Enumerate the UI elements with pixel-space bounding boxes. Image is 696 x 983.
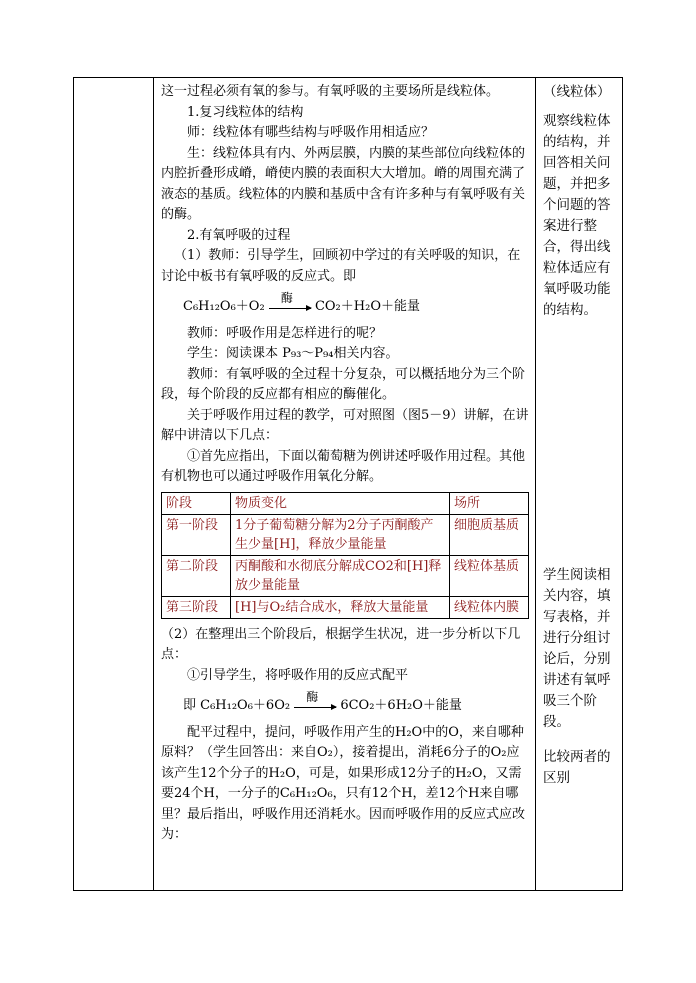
equation-2 — [183, 689, 529, 717]
student-answer-2: 学生：阅读课本 P₉₃～P₉₄相关内容。 — [187, 346, 399, 361]
right-note-1: 观察线粒体的结构，并回答相关问题，并把多个问题的答案进行整合，得出线粒体适应有氧呼吸功能的结构。 — [543, 113, 611, 318]
paragraph-5: ①首先应指出，下面以葡萄糖为例讲述呼吸作用过程。其他有机物也可以通过呼吸作用氧化分解。 — [161, 448, 526, 484]
teacher-question-2: 教师：呼吸作用是怎样进行的呢？ — [187, 325, 383, 341]
paragraph-6: （2）在整理出三个阶段后，根据学生状况，进一步分析以下几点： — [161, 626, 521, 662]
enzyme-arrow-2 — [294, 689, 336, 713]
table-header-row — [162, 492, 529, 514]
right-note-2: 学生阅读相关内容，填写表格，并进行分组讨论后，分别讲述有氧呼吸三个阶段。 — [543, 567, 611, 730]
table-header-cell: 物质变化 — [231, 492, 450, 514]
paragraph-4: 关于呼吸作用过程的教学，可对照图（图5－9）讲解，在讲解中讲清以下几点： — [161, 407, 529, 443]
respiration-stages-table — [161, 492, 529, 619]
equation-2-right: 6CO₂＋6H₂O＋能量 — [340, 698, 462, 713]
equation-2-left: 即 C₆H₁₂O₆＋6O₂ — [183, 698, 291, 713]
student-answer-1: 生：线粒体具有内、外两层膜，内膜的某些部位向线粒体的内腔折叠形成嵴，嵴使内膜的表面积大大增加。嵴的周围充满了液态的基质。线粒体的内膜和基质中含有许多种与有氧呼吸有关的酶。 — [161, 145, 526, 222]
section-heading-1: 1.复习线粒体的结构 — [187, 104, 304, 120]
paragraph-8: 配平过程中，提问，呼吸作用产生的H₂O中的O，来自哪种原料？（学生回答出：来自O₂），接着提出，消耗6分子的O₂应该产生12个分子的H₂O，可是，如果形成12分子的H₂O，又需要24个H，一分子的C₆H₁₂O₆，只有12个H，差12个H来自哪里？最后指出，呼吸作用还消耗水。因而呼吸作用的反应式应改为： — [161, 724, 526, 842]
teaching-content-column — [155, 78, 535, 850]
intro-line: 这一过程必须有氧的参与。有氧呼吸的主要场所是线粒体。 — [161, 84, 500, 99]
enzyme-arrow-1 — [269, 290, 311, 314]
column-divider-left — [153, 78, 154, 890]
table-cell: 第一阶段 — [162, 514, 231, 555]
paragraph-1: （1）教师：引导学生，回顾初中学过的有关呼吸的知识，在讨论中板书有氧呼吸的反应式。即 — [161, 248, 521, 284]
equation-1 — [183, 290, 529, 318]
table-cell: 1分子葡萄糖分解为2分子丙酮酸产生少量[H]，释放少量能量 — [231, 514, 450, 555]
column-divider-right — [535, 78, 536, 890]
teacher-paragraph-3: 教师：有氧呼吸的全过程十分复杂，可以概括地分为三个阶段，每个阶段的反应都有相应的酶催化。 — [161, 366, 526, 402]
equation-1-right: CO₂＋H₂O＋能量 — [314, 299, 420, 314]
table-cell: 第三阶段 — [162, 596, 231, 618]
table-cell: 丙酮酸和水彻底分解成CO2和[H]释放少量能量 — [231, 555, 450, 596]
enzyme-label-1: 酶 — [280, 290, 293, 305]
teacher-question-1: 师：线粒体有哪些结构与呼吸作用相适应？ — [187, 125, 435, 140]
lesson-table — [73, 77, 623, 891]
table-cell: 线粒体基质 — [450, 555, 529, 596]
table-row — [162, 514, 529, 555]
table-header-cell: 阶段 — [162, 492, 231, 514]
table-header-cell: 场所 — [450, 492, 529, 514]
section-heading-2: 2.有氧呼吸的过程 — [187, 227, 291, 243]
enzyme-label-2: 酶 — [306, 689, 319, 704]
table-cell: [H]与O₂结合成水，释放大量能量 — [231, 596, 450, 618]
paragraph-7: ①引导学生，将呼吸作用的反应式配平 — [187, 667, 409, 683]
right-top-note: （线粒体） — [543, 84, 611, 100]
right-note-3: 比较两者的区别 — [543, 749, 611, 786]
table-cell: 第二阶段 — [162, 555, 231, 596]
table-row — [162, 596, 529, 618]
table-cell: 细胞质基质 — [450, 514, 529, 555]
table-cell: 线粒体内膜 — [450, 596, 529, 618]
student-activity-column — [537, 78, 624, 793]
table-row — [162, 555, 529, 596]
equation-1-left: C₆H₁₂O₆＋O₂ — [183, 299, 265, 314]
